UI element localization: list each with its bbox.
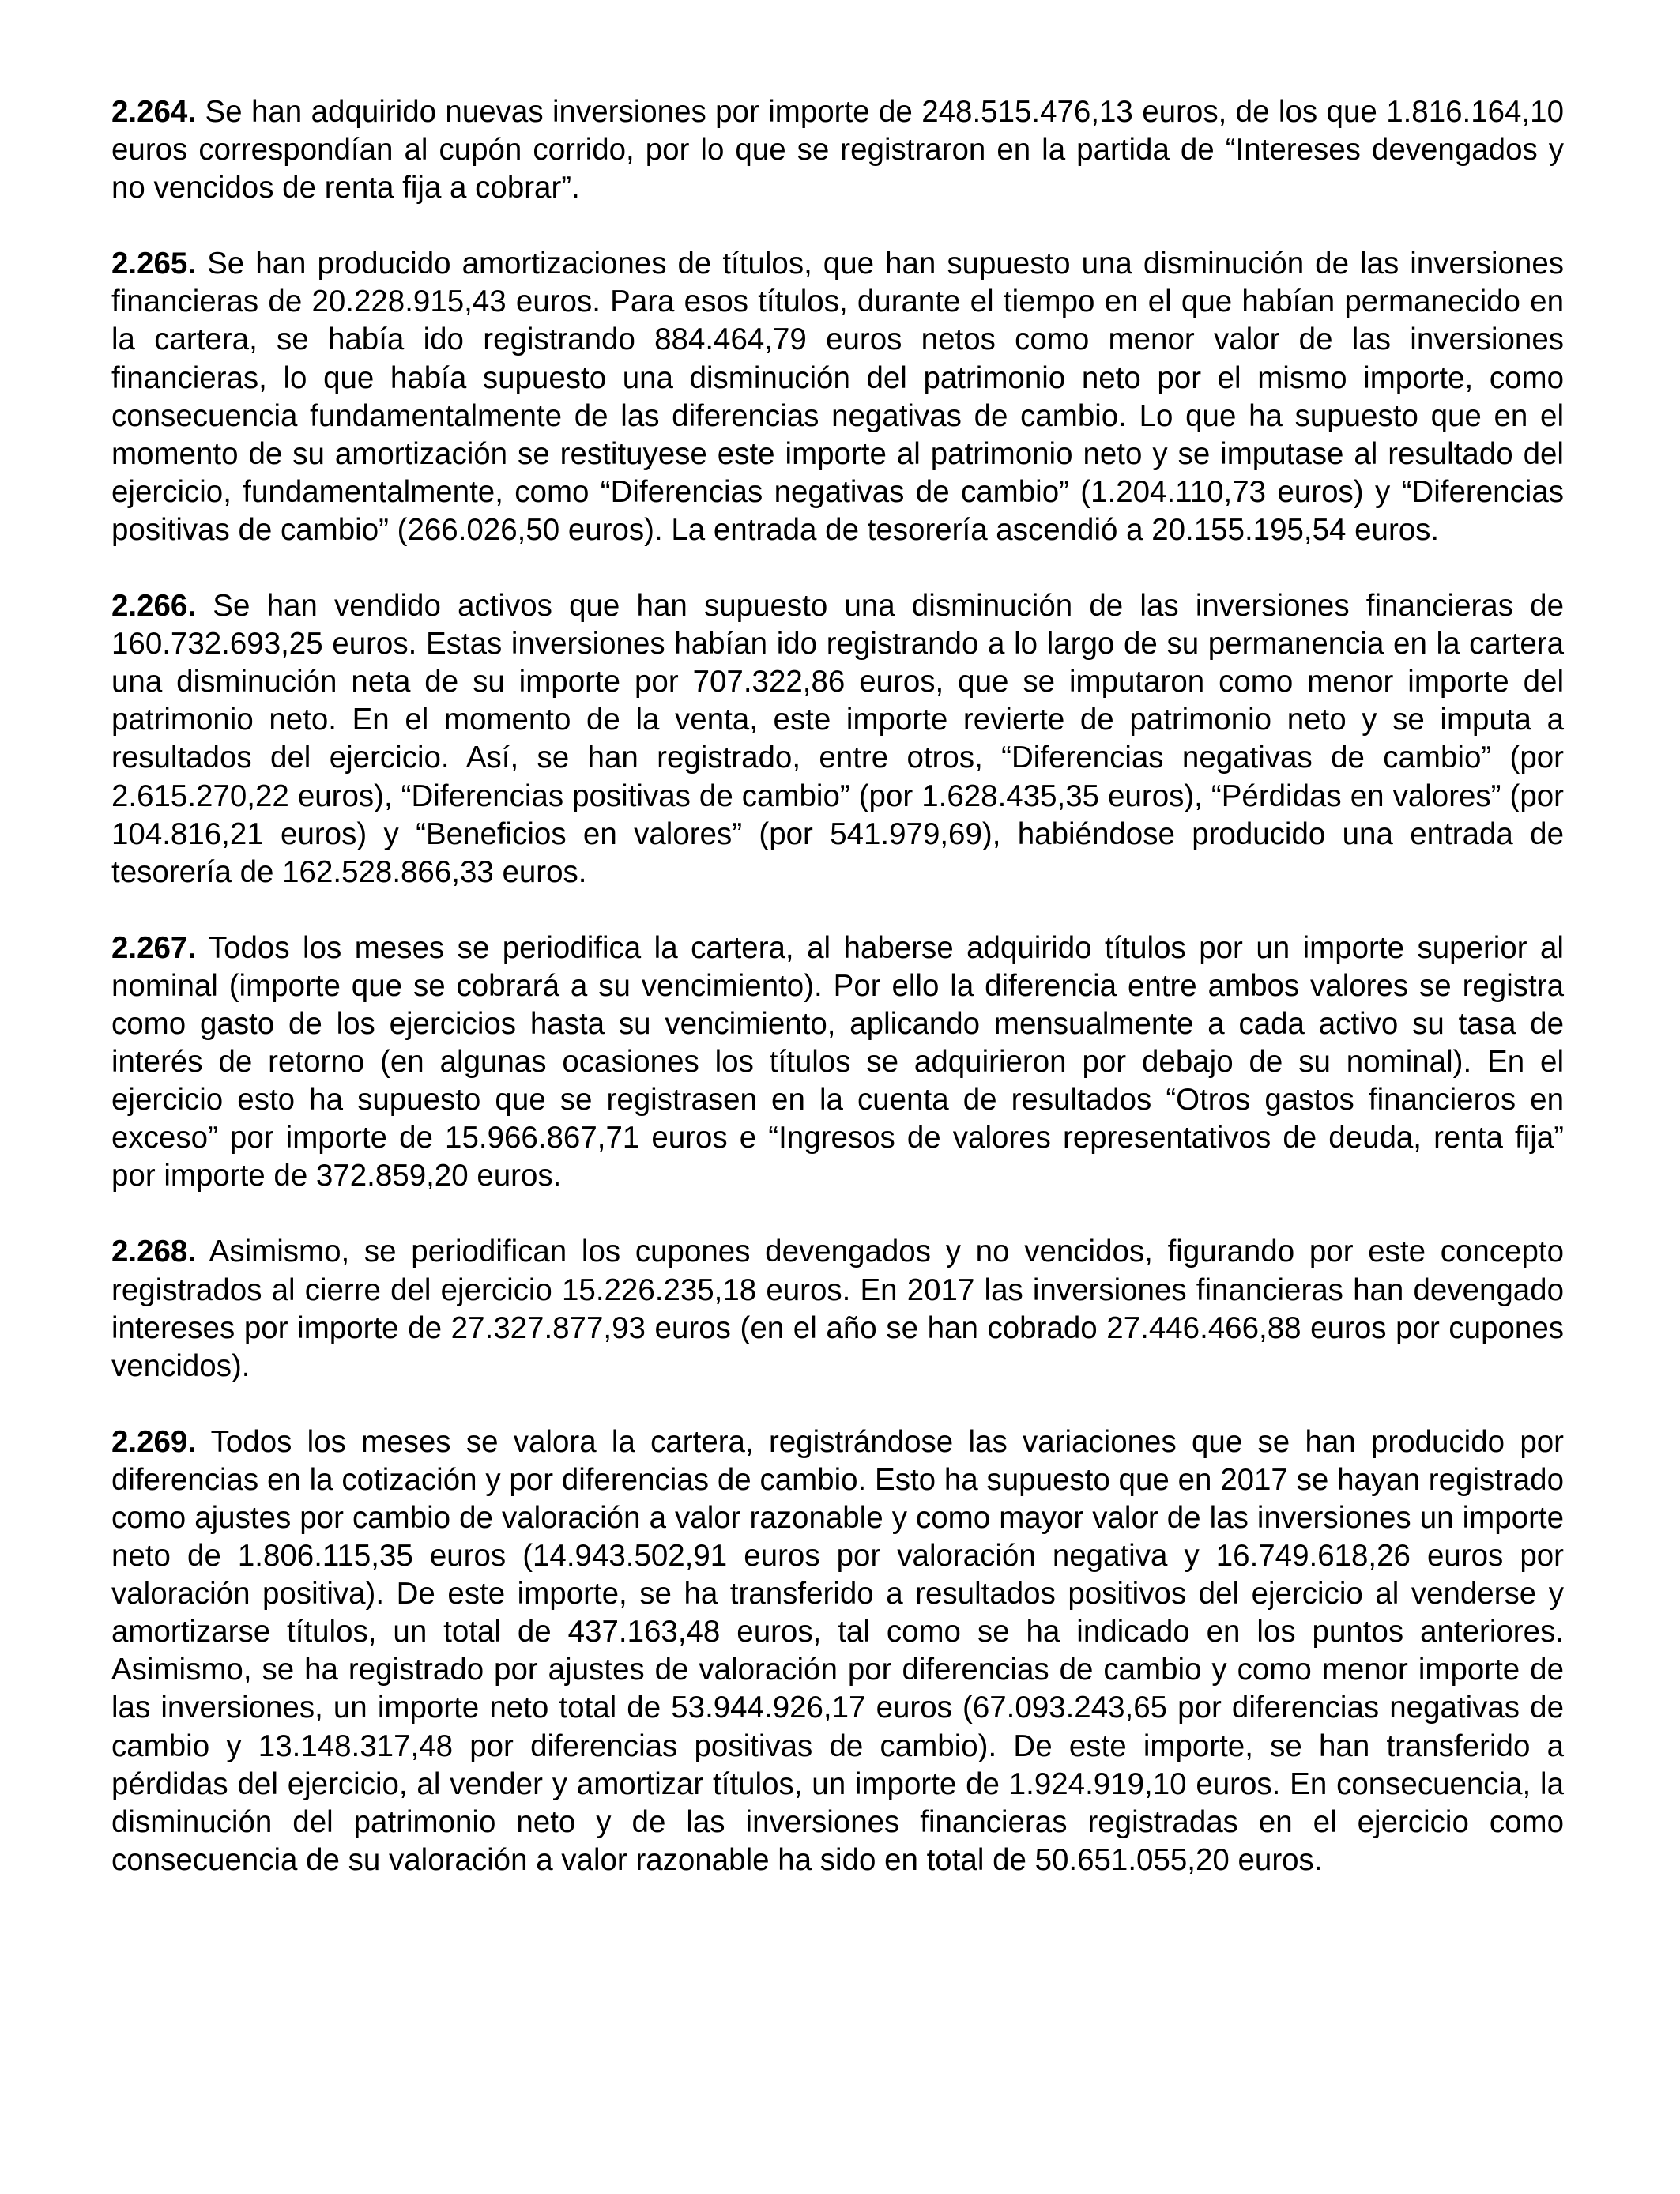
paragraph-2-264 (111, 93, 1564, 207)
paragraph-number: 2.268. (111, 1235, 197, 1269)
paragraph-number: 2.269. (111, 1424, 197, 1459)
paragraph-text: Se han producido amortizaciones de títulos, que han supuesto una disminución de las inversiones financieras de 20.228.915,43 euros. Para esos títulos, durante el tiempo en el que habían permanecido en la cartera, se había ido registrando 884.464,79 euros netos como menor valor de las inversiones financieras, lo que había supuesto una disminución del patrimonio neto por el mismo importe, como consecuencia fundamentalmente de las diferencias negativas de cambio. Lo que ha supuesto que en el momento de su amortización se restituyese este importe al patrimonio neto y se imputase al resultado del ejercicio, fundamentalmente, como “Diferencias negativas de cambio” (1.204.110,73 euros) y “Diferencias positivas de cambio” (266.026,50 euros). La entrada de tesorería ascendió a 20.155.195,54 euros. (111, 247, 1564, 547)
paragraph-number: 2.267. (111, 930, 197, 965)
paragraph-number: 2.265. (111, 247, 197, 281)
paragraph-2-265 (111, 245, 1564, 549)
paragraph-text: Se han vendido activos que han supuesto una disminución de las inversiones financieras de 160.732.693,25 euros. Estas inversiones habían ido registrando a lo largo de su permanencia en la cartera una disminución neta de su importe por 707.322,86 euros, que se imputaron como menor importe del patrimonio neto. En el momento de la venta, este importe revierte de patrimonio neto y se imputa a resultados del ejercicio. Así, se han registrado, entre otros, “Diferencias negativas de cambio” (por 2.615.270,22 euros), “Diferencias positivas de cambio” (por 1.628.435,35 euros), “Pérdidas en valores” (por 104.816,21 euros) y “Beneficios en valores” (por 541.979,69), habiéndose producido una entrada de tesorería de 162.528.866,33 euros. (111, 589, 1565, 889)
paragraph-text: Todos los meses se valora la cartera, registrándose las variaciones que se han producido por diferencias en la cotización y por diferencias de cambio. Esto ha supuesto que en 2017 se hayan registrado como ajustes por cambio de valoración a valor razonable y como mayor valor de las inversiones un importe neto de 1.806.115,35 euros (14.943.502,91 euros por valoración negativa y 16.749.618,26 euros por valoración positiva). De este importe, se ha transferido a resultados positivos del ejercicio al venderse y amortizarse títulos, un total de 437.163,48 euros, tal como se ha indicado en los puntos anteriores. Asimismo, se ha registrado por ajustes de valoración por diferencias de cambio y como menor importe de las inversiones, un importe neto total de 53.944.926,17 euros (67.093.243,65 por diferencias negativas de cambio y 13.148.317,48 por diferencias positivas de cambio). De este importe, se han transferido a pérdidas del ejercicio, al vender y amortizar títulos, un importe de 1.924.919,10 euros. En consecuencia, la disminución del patrimonio neto y de las inversiones financieras registradas en el ejercicio como consecuencia de su valoración a valor razonable ha sido en total de 50.651.055,20 euros. (111, 1424, 1564, 1877)
paragraph-number: 2.266. (111, 589, 197, 624)
paragraph-number: 2.264. (111, 95, 197, 129)
paragraph-2-268 (111, 1233, 1564, 1385)
paragraph-2-266 (111, 587, 1564, 892)
paragraph-2-267 (111, 929, 1564, 1196)
paragraph-text: Se han adquirido nuevas inversiones por importe de 248.515.476,13 euros, de los que 1.816.164,10 euros correspondían al cupón corrido, por lo que se registraron en la partida de “Intereses devengados y no vencidos de renta fija a cobrar”. (111, 95, 1564, 205)
document-page (111, 93, 1564, 1917)
paragraph-2-269 (111, 1423, 1564, 1879)
paragraph-text: Asimismo, se periodifican los cupones devengados y no vencidos, figurando por este concepto registrados al cierre del ejercicio 15.226.235,18 euros. En 2017 las inversiones financieras han devengado intereses por importe de 27.327.877,93 euros (en el año se han cobrado 27.446.466,88 euros por cupones vencidos). (111, 1235, 1564, 1383)
paragraph-text: Todos los meses se periodifica la cartera, al haberse adquirido títulos por un importe superior al nominal (importe que se cobrará a su vencimiento). Por ello la diferencia entre ambos valores se registra como gasto de los ejercicios hasta su vencimiento, aplicando mensualmente a cada activo su tasa de interés de retorno (en algunas ocasiones los títulos se adquirieron por debajo de su nominal). En el ejercicio esto ha supuesto que se registrasen en la cuenta de resultados “Otros gastos financieros en exceso” por importe de 15.966.867,71 euros e “Ingresos de valores representativos de deuda, renta fija” por importe de 372.859,20 euros. (111, 930, 1564, 1193)
